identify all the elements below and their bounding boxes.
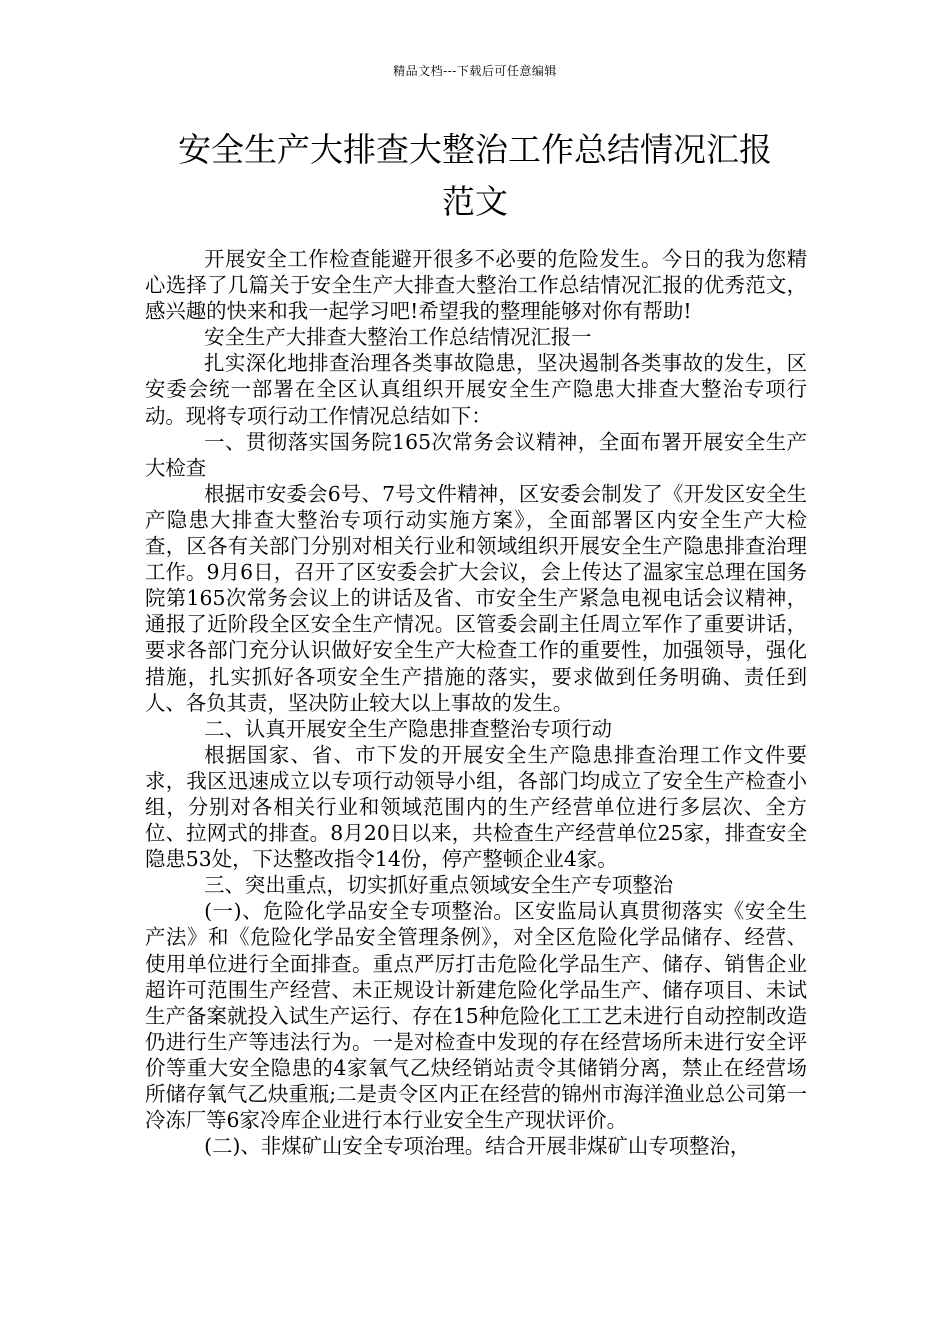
document-title xyxy=(145,124,805,228)
section-heading: 一、贯彻落实国务院165次常务会议精神，全面布署开展安全生产大检查 xyxy=(145,429,807,480)
header-note: 精品文档---下载后可任意编辑 xyxy=(393,64,557,78)
document-body xyxy=(145,246,807,1159)
body-paragraph: 根据国家、省、市下发的开展安全生产隐患排查治理工作文件要求，我区迅速成立以专项行动领导小组，各部门均成立了安全生产检查小组，分别对各相关行业和领域范围内的生产经营单位进行多层次、全方位、拉网式的排查。8月20日以来，共检查生产经营单位25家，排查安全隐患53处，下达整改指令14份，停产整顿企业4家。 xyxy=(145,742,807,872)
body-paragraph: (二)、非煤矿山安全专项治理。结合开展非煤矿山专项整治， xyxy=(204,1134,751,1159)
body-paragraph: 根据市安委会6号、7号文件精神，区安委会制发了《开发区安全生产隐患大排查大整治专项行动实施方案》，全面部署区内安全生产大检查，区各有关部门分别对相关行业和领域组织开展安全生产隐患排查治理工作。9月6日，召开了区安委会扩大会议，会上传达了温家宝总理在国务院第165次常务会议上的讲话及省、市安全生产紧急电视电话会议精神，通报了近阶段全区安全生产情况。区管委会副主任周立军作了重要讲话，要求各部门充分认识做好安全生产大检查工作的重要性，加强领导，强化措施，扎实抓好各项安全生产措施的落实，要求做到任务明确、责任到人、各负其责，坚决防止较大以上事故的发生。 xyxy=(145,481,807,715)
title-line-2: 范文 xyxy=(442,182,508,221)
title-line-1: 安全生产大排查大整治工作总结情况汇报 xyxy=(178,130,772,169)
section-heading: 三、突出重点，切实抓好重点领域安全生产专项整治 xyxy=(204,873,674,898)
section-heading: 二、认真开展安全生产隐患排查整治专项行动 xyxy=(204,716,612,741)
body-paragraph: (一)、危险化学品安全专项整治。区安监局认真贯彻落实《安全生产法》和《危险化学品安全管理条例》，对全区危险化学品储存、经营、使用单位进行全面排查。重点严厉打击危险化学品生产、储存、销售企业超许可范围生产经营、未正规设计新建危险化学品生产、储存项目、未试生产备案就投入试生产运行、存在15种危险化工工艺未进行自动控制改造仍进行生产等违法行为。一是对检查中发现的存在经营场所未进行安全评价等重大安全隐患的4家氧气乙炔经销站责令其储销分离，禁止在经营场所储存氧气乙炔重瓶;二是责令区内正在经营的锦州市海洋渔业总公司第一冷冻厂等6家冷库企业进行本行业安全生产现状评价。 xyxy=(145,899,807,1133)
body-paragraph: 扎实深化地排查治理各类事故隐患，坚决遏制各类事故的发生，区安委会统一部署在全区认真组织开展安全生产隐患大排查大整治专项行动。现将专项行动工作情况总结如下： xyxy=(145,351,807,428)
intro-paragraph: 开展安全工作检查能避开很多不必要的危险发生。今日的我为您精心选择了几篇关于安全生产大排查大整治工作总结情况汇报的优秀范文，感兴趣的快来和我一起学习吧!希望我的整理能够对你有帮助! xyxy=(145,247,807,324)
section-heading: 安全生产大排查大整治工作总结情况汇报一 xyxy=(204,325,592,350)
